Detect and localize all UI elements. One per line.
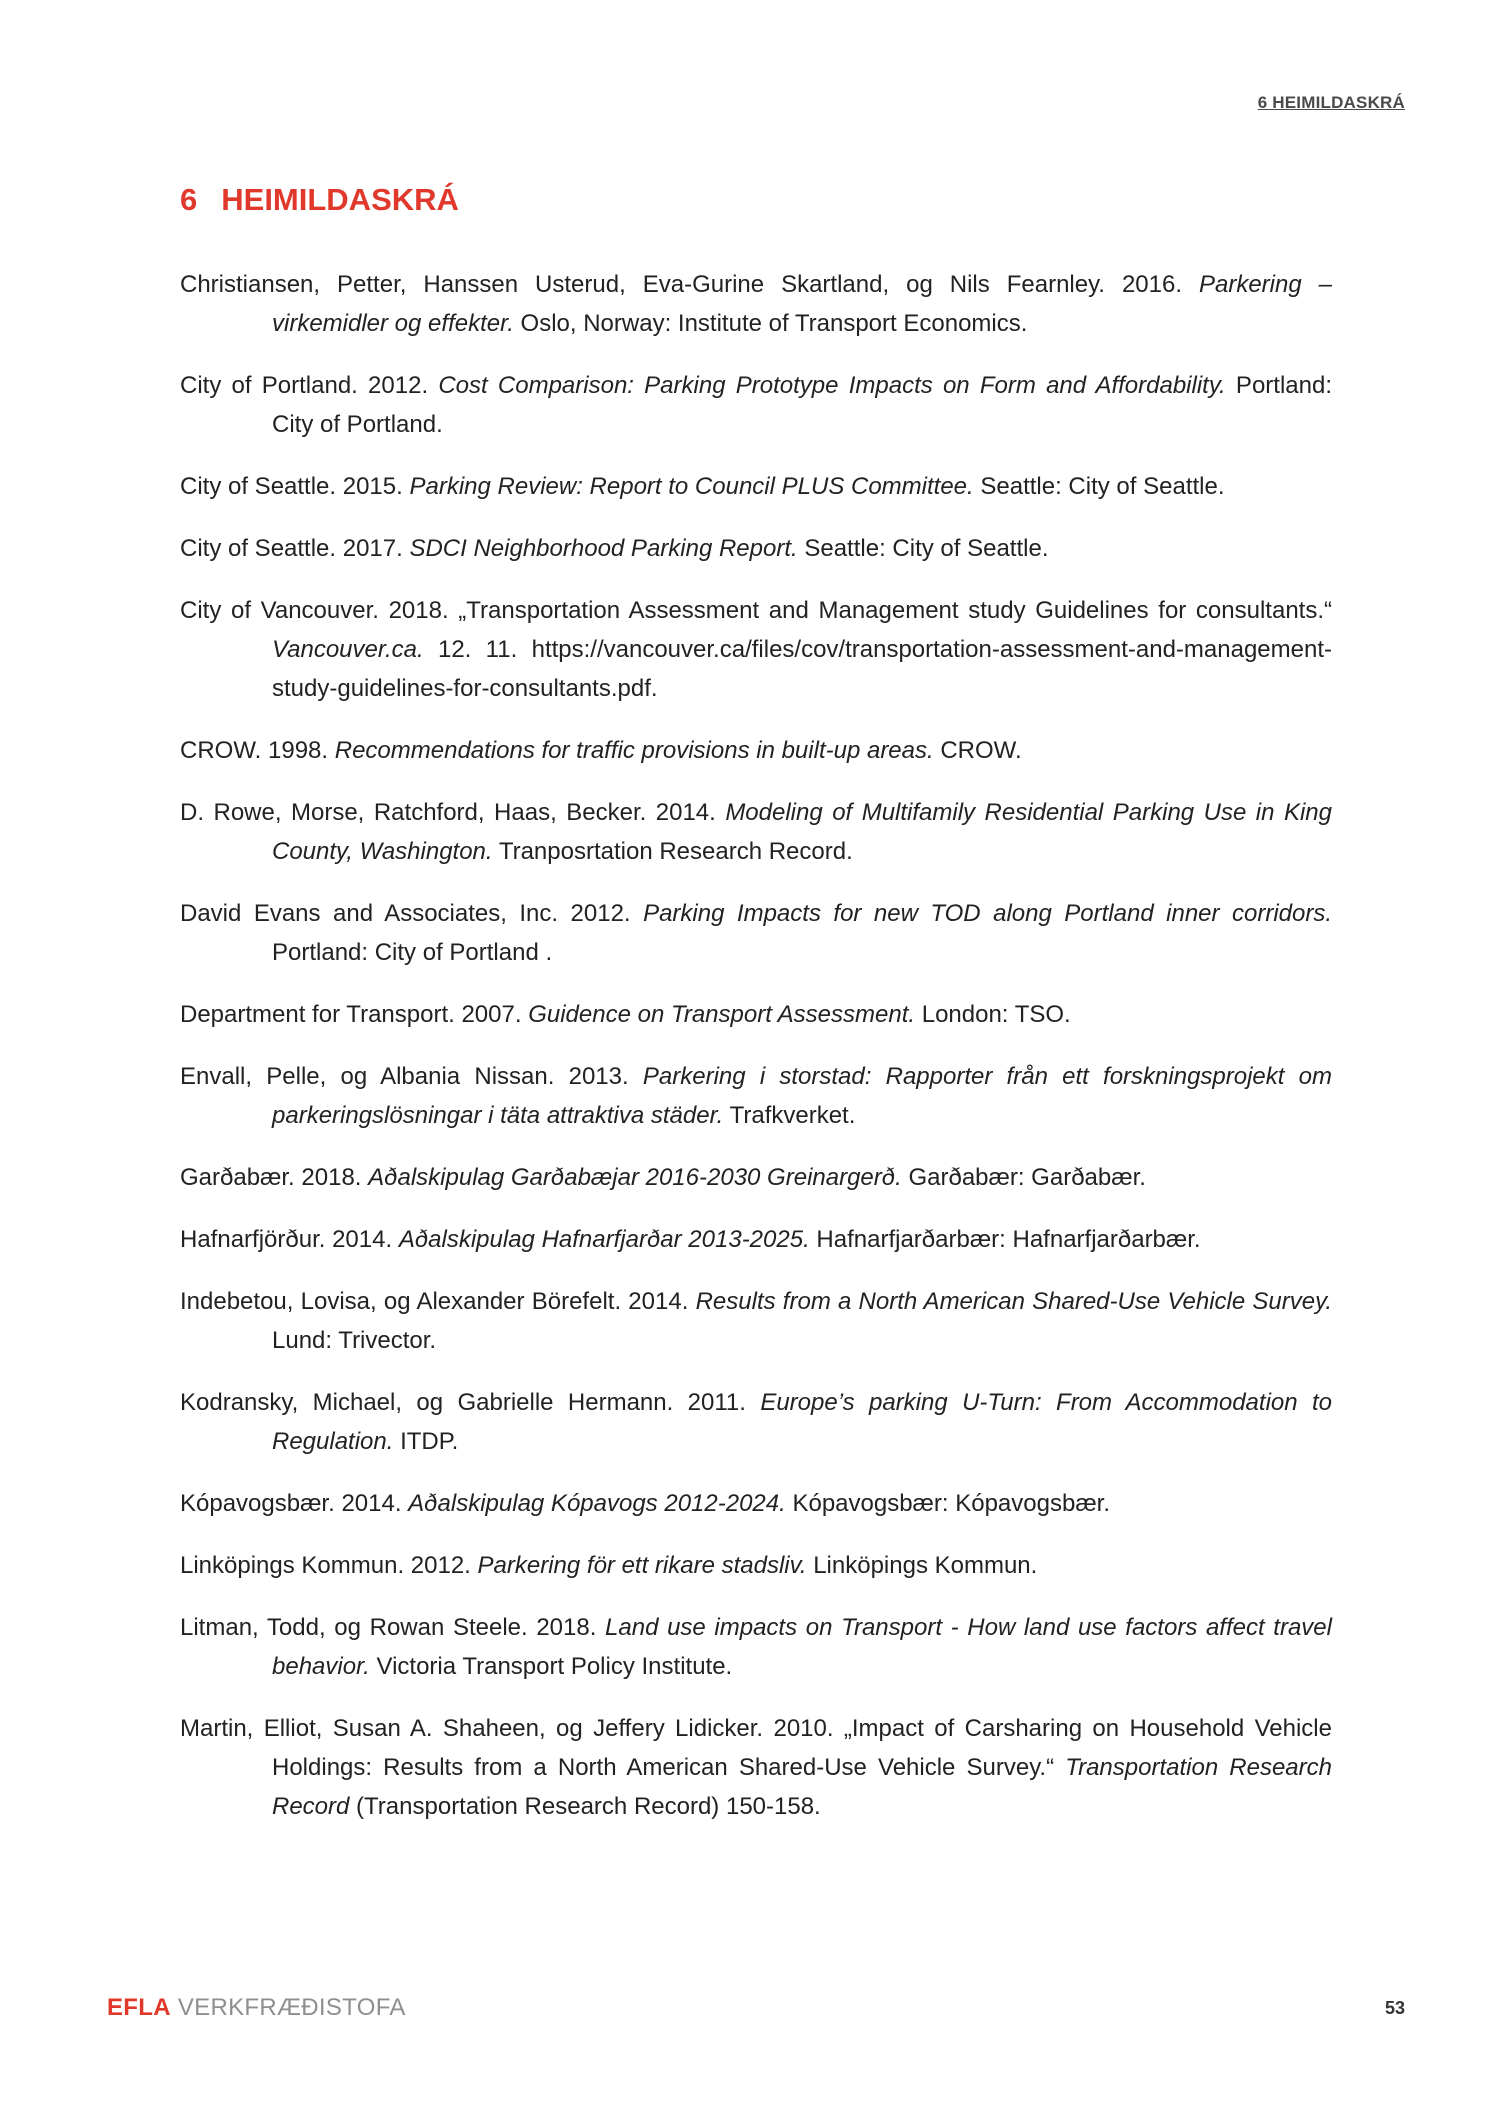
reference-publisher: ITDP. — [393, 1428, 459, 1455]
reference-entry — [180, 467, 1332, 506]
reference-publisher: Tranposrtation Research Record. — [492, 838, 853, 865]
reference-publisher: Hafnarfjarðarbær: Hafnarfjarðarbær. — [809, 1226, 1201, 1253]
reference-publisher: CROW. — [933, 737, 1022, 764]
reference-authors: Indebetou, Lovisa, og Alexander Börefelt. 2014. — [180, 1288, 696, 1315]
reference-title: Parkering för ett rikare stadsliv. — [477, 1552, 807, 1579]
reference-authors: City of Seattle. 2015. — [180, 473, 410, 500]
reference-entry — [180, 591, 1332, 708]
reference-title: Parking Review: Report to Council PLUS Committee. — [409, 473, 974, 500]
reference-authors: Martin, Elliot, Susan A. Shaheen, og Jeffery Lidicker. 2010. „Impact of Carsharing on Household Vehicle Holdings: Results from a North American Shared-Use Vehicle Survey.“ — [180, 1715, 1332, 1781]
reference-publisher: Seattle: City of Seattle. — [797, 535, 1049, 562]
reference-entry — [180, 1484, 1332, 1523]
logo-brand: EFLA — [107, 1994, 171, 2021]
reference-authors: Linköpings Kommun. 2012. — [180, 1552, 478, 1579]
reference-entry — [180, 1608, 1332, 1686]
reference-title: Vancouver.ca. — [272, 636, 424, 663]
reference-title: Europe’s parking U-Turn: From Accommodation to Regulation. — [272, 1389, 1332, 1455]
section-heading: HEIMILDASKRÁ — [221, 182, 459, 217]
reference-entry — [180, 366, 1332, 444]
reference-title: Modeling of Multifamily Residential Parking Use in King County, Washington. — [272, 799, 1332, 865]
reference-authors: D. Rowe, Morse, Ratchford, Haas, Becker. 2014. — [180, 799, 726, 826]
reference-publisher: London: TSO. — [915, 1001, 1071, 1028]
section-number: 6 — [180, 182, 198, 217]
reference-entry — [180, 995, 1332, 1034]
reference-publisher: Seattle: City of Seattle. — [973, 473, 1225, 500]
reference-title: Results from a North American Shared-Use Vehicle Survey. — [695, 1288, 1332, 1315]
efla-logo — [107, 1994, 406, 2022]
reference-authors: CROW. 1998. — [180, 737, 335, 764]
reference-authors: Christiansen, Petter, Hanssen Usterud, Eva-Gurine Skartland, og Nils Fearnley. 2016. — [180, 271, 1199, 298]
reference-publisher: Portland: City of Portland . — [272, 939, 553, 966]
reference-entry — [180, 265, 1332, 343]
reference-authors: City of Vancouver. 2018. „Transportation Assessment and Management study Guidelines for consultants.“ — [180, 597, 1332, 624]
reference-list — [180, 265, 1332, 1849]
reference-title: Recommendations for traffic provisions in built-up areas. — [334, 737, 934, 764]
reference-title: Parking Impacts for new TOD along Portland inner corridors. — [643, 900, 1333, 927]
reference-entry — [180, 1158, 1332, 1197]
reference-authors: Hafnarfjörður. 2014. — [180, 1226, 399, 1253]
page-number: 53 — [1384, 1998, 1405, 2018]
reference-title: SDCI Neighborhood Parking Report. — [409, 535, 798, 562]
reference-publisher: Oslo, Norway: Institute of Transport Economics. — [513, 310, 1028, 337]
reference-authors: Garðabær. 2018. — [180, 1164, 369, 1191]
reference-publisher: Victoria Transport Policy Institute. — [369, 1653, 733, 1680]
reference-entry — [180, 1383, 1332, 1461]
reference-publisher: 12. 11. https://vancouver.ca/files/cov/transportation-assessment-and-management-study-guidelines-for-consultants.pdf. — [272, 636, 1332, 702]
reference-publisher: Linköpings Kommun. — [806, 1552, 1038, 1579]
reference-publisher: Kópavogsbær: Kópavogsbær. — [785, 1490, 1110, 1517]
running-header: 6 HEIMILDASKRÁ — [1257, 93, 1405, 112]
reference-entry — [180, 1709, 1332, 1826]
reference-authors: City of Seattle. 2017. — [180, 535, 410, 562]
reference-authors: Kodransky, Michael, og Gabrielle Hermann. 2011. — [180, 1389, 761, 1416]
reference-entry — [180, 1546, 1332, 1585]
logo-subtitle: VERKFRÆÐISTOFA — [177, 1994, 406, 2021]
reference-authors: Litman, Todd, og Rowan Steele. 2018. — [180, 1614, 606, 1641]
reference-title: Aðalskipulag Hafnarfjarðar 2013-2025. — [398, 1226, 810, 1253]
reference-title: Guidence on Transport Assessment. — [528, 1001, 916, 1028]
reference-entry — [180, 894, 1332, 972]
reference-title: Parkering i storstad: Rapporter från ett forskningsprojekt om parkeringslösningar i täta attraktiva städer. — [272, 1063, 1332, 1129]
reference-title: Aðalskipulag Kópavogs 2012-2024. — [408, 1490, 786, 1517]
reference-publisher: (Transportation Research Record) 150-158. — [349, 1793, 821, 1820]
reference-title: Transportation Research Record — [272, 1754, 1332, 1820]
reference-authors: Department for Transport. 2007. — [180, 1001, 529, 1028]
reference-authors: David Evans and Associates, Inc. 2012. — [180, 900, 644, 927]
reference-authors: City of Portland. 2012. — [180, 372, 439, 399]
reference-entry — [180, 731, 1332, 770]
reference-publisher: Portland: City of Portland. — [272, 372, 1332, 438]
section-title — [180, 182, 459, 218]
reference-title: Parkering – virkemidler og effekter. — [272, 271, 1332, 337]
reference-entry — [180, 1282, 1332, 1360]
reference-publisher: Trafkverket. — [723, 1102, 856, 1129]
reference-entry — [180, 793, 1332, 871]
reference-title: Land use impacts on Transport - How land use factors affect travel behavior. — [272, 1614, 1332, 1680]
reference-title: Cost Comparison: Parking Prototype Impacts on Form and Affordability. — [438, 372, 1226, 399]
reference-title: Aðalskipulag Garðabæjar 2016-2030 Greinargerð. — [368, 1164, 902, 1191]
reference-publisher: Lund: Trivector. — [272, 1327, 437, 1354]
reference-entry — [180, 1220, 1332, 1259]
reference-authors: Kópavogsbær. 2014. — [180, 1490, 409, 1517]
reference-entry — [180, 1057, 1332, 1135]
reference-publisher: Garðabær: Garðabær. — [901, 1164, 1146, 1191]
reference-entry — [180, 529, 1332, 568]
reference-authors: Envall, Pelle, og Albania Nissan. 2013. — [180, 1063, 643, 1090]
